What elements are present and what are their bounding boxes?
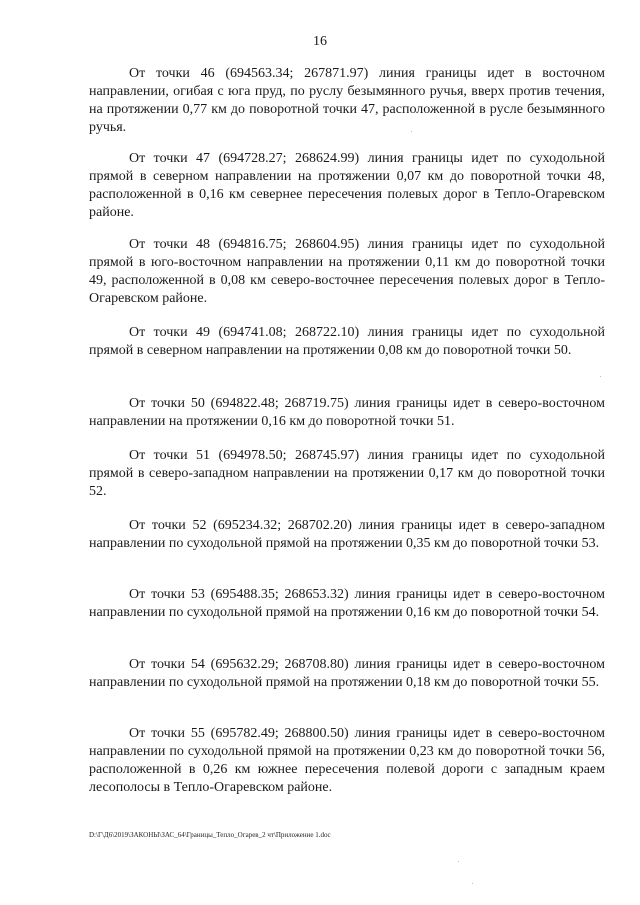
paragraph-point-48: От точки 48 (694816.75; 268604.95) линия границы идет по суходольной прямой в юго-восточном направлении на протяжении 0,11 км до поворотной точки 49, расположенной в 0,08 км северо-восточнее пересечения полевых дорог в Тепло-Огаревском районе. [89, 237, 605, 306]
paragraph-point-50: От точки 50 (694822.48; 268719.75) линия границы идет в северо-восточном направлении на протяжении 0,16 км до поворотной точки 51. [89, 396, 605, 429]
scan-speck [458, 861, 459, 862]
page-number: 16 [313, 34, 327, 49]
scan-speck [472, 883, 473, 884]
scan-speck [411, 131, 412, 132]
paragraph-point-54: От точки 54 (695632.29; 268708.80) линия границы идет в северо-восточном направлении по суходольной прямой на протяжении 0,18 км до поворотной точки 55. [89, 657, 605, 690]
paragraph-point-55: От точки 55 (695782.49; 268800.50) линия границы идет в северо-восточном направлении по суходольной прямой на протяжении 0,23 км до поворотной точки 56, расположенной в 0,26 км южнее пересечения полевой дороги с западным краем лесополосы в Тепло-Огаревском районе. [89, 726, 605, 795]
paragraph-point-53: От точки 53 (695488.35; 268653.32) линия границы идет в северо-восточном направлении по суходольной прямой на протяжении 0,16 км до поворотной точки 54. [89, 587, 605, 620]
paragraph-point-47: От точки 47 (694728.27; 268624.99) линия границы идет по суходольной прямой в северном направлении на протяжении 0,07 км до поворотной точки 48, расположенной в 0,16 км севернее пересечения полевых дорог в Тепло-Огаревском районе. [89, 151, 605, 220]
paragraph-point-51: От точки 51 (694978.50; 268745.97) линия границы идет по суходольной прямой в северо-западном направлении на протяжении 0,17 км до поворотной точки 52. [89, 448, 605, 499]
paragraph-point-46: От точки 46 (694563.34; 267871.97) линия границы идет в восточном направлении, огибая с юга пруд, по руслу безымянного ручья, вверх против течения, на протяжении 0,77 км до поворотной точки 47, расположенной в русле безымянного ручья. [89, 66, 605, 135]
file-path-footer: D:\Г\Д6\2019\ЗАКОНЫ\ЗАС_64\Границы_Тепло_Огарев_2 чт\Приложение 1.doc [89, 831, 331, 839]
paragraph-point-52: От точки 52 (695234.32; 268702.20) линия границы идет в северо-западном направлении по суходольной прямой на протяжении 0,35 км до поворотной точки 53. [89, 518, 605, 551]
paragraph-point-49: От точки 49 (694741.08; 268722.10) линия границы идет по суходольной прямой в северном направлении на протяжении 0,08 км до поворотной точки 50. [89, 325, 605, 358]
scan-speck [600, 376, 601, 377]
